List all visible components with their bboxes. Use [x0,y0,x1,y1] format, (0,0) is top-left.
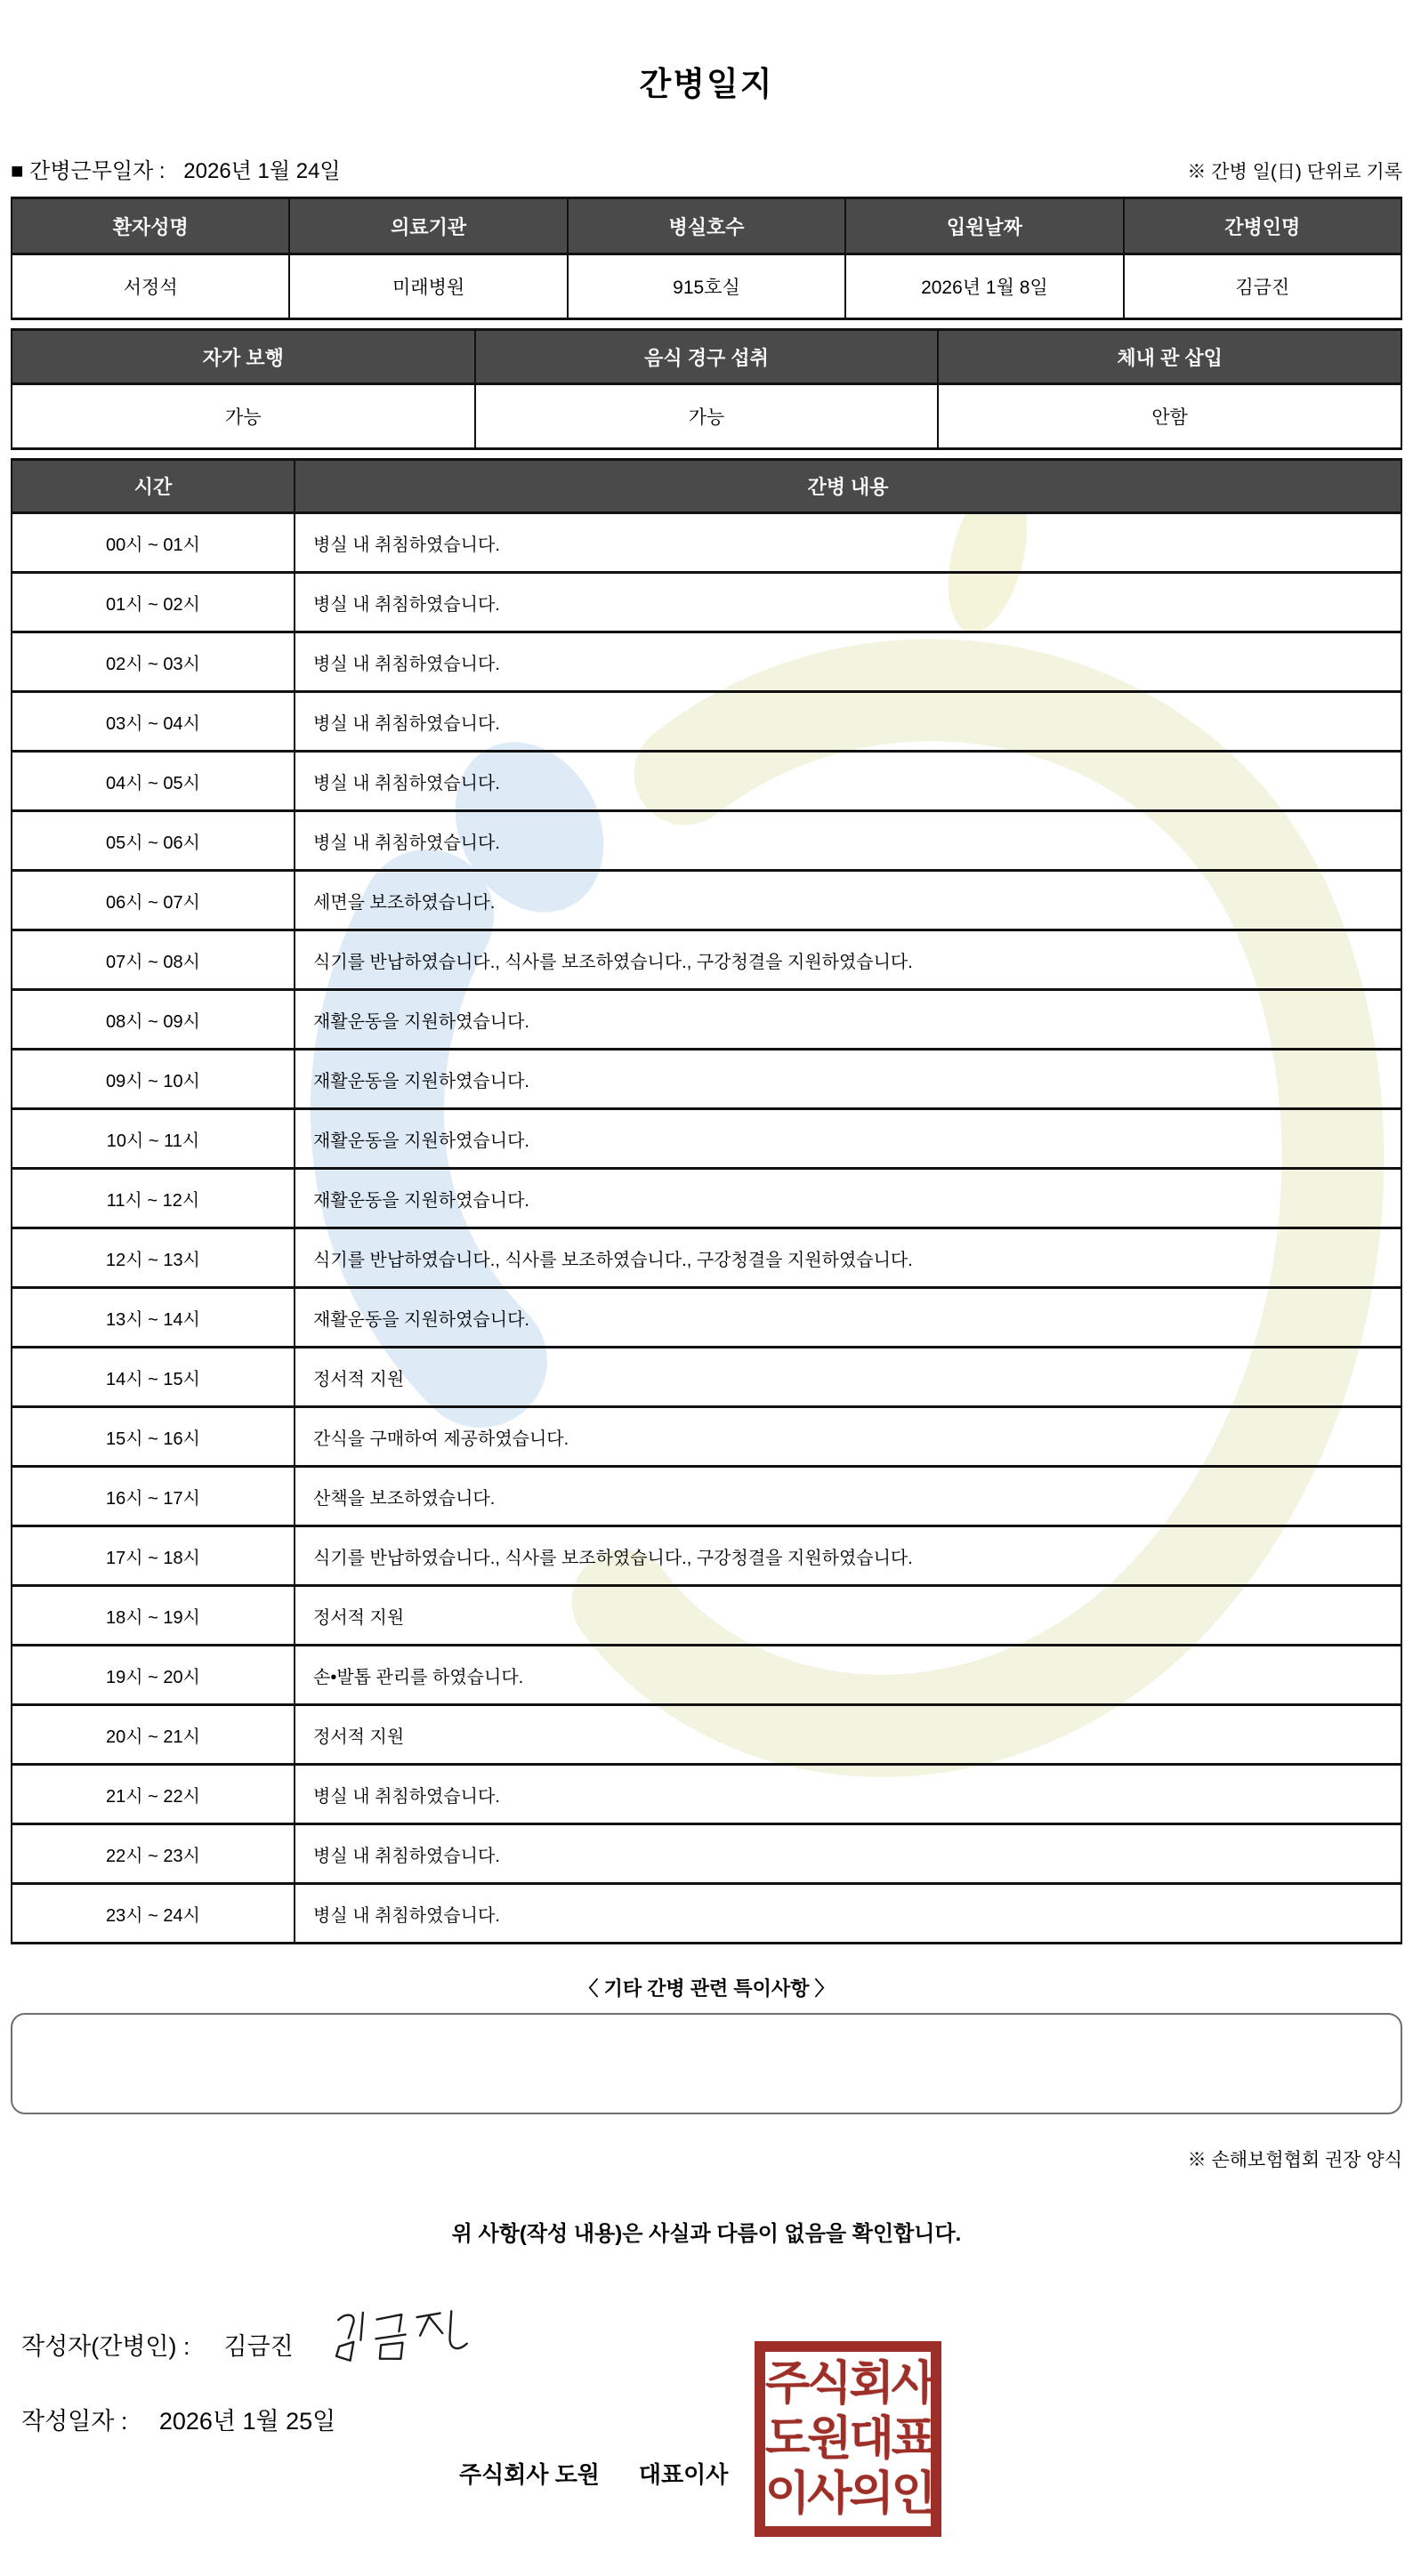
care-content-cell: 재활운동을 지원하였습니다. [295,1169,1401,1228]
care-log-body [12,513,1401,1944]
date-label: 작성일자 : [21,2408,128,2435]
care-log-row [12,990,1401,1050]
hospital-header: 의료기관 [289,198,567,254]
status-header-row [12,330,1401,384]
care-log-row [12,1526,1401,1586]
care-content-cell: 간식을 구매하여 제공하였습니다. [295,1407,1401,1467]
time-cell: 06시 ~ 07시 [12,871,295,930]
time-cell: 17시 ~ 18시 [12,1526,295,1586]
oral-intake-value: 가능 [475,384,939,449]
care-log-row [12,573,1401,632]
time-cell: 19시 ~ 20시 [12,1646,295,1705]
room-value: 915호실 [568,254,845,319]
time-cell: 23시 ~ 24시 [12,1884,295,1944]
care-content-cell: 식기를 반납하였습니다., 식사를 보조하였습니다., 구강청결을 지원하였습니다. [295,930,1401,990]
self-walking-value: 가능 [12,384,475,449]
time-cell: 11시 ~ 12시 [12,1169,295,1228]
unit-note: ※ 간병 일(日) 단위로 기록 [1187,162,1402,182]
company-name: 주식회사 도원 [459,2461,600,2488]
care-content-cell: 세면을 보조하였습니다. [295,871,1401,930]
writer-name: 김금진 [223,2332,294,2360]
care-log-row [12,811,1401,871]
time-header: 시간 [12,460,295,513]
care-log-row [12,1109,1401,1169]
time-cell: 15시 ~ 16시 [12,1407,295,1467]
self-walking-header: 자가 보행 [12,330,475,384]
time-cell: 21시 ~ 22시 [12,1765,295,1824]
care-log-row [12,1705,1401,1765]
care-log-row [12,1586,1401,1646]
care-log-row [12,1169,1401,1228]
time-cell: 16시 ~ 17시 [12,1467,295,1526]
care-log-row [12,1348,1401,1407]
time-cell: 08시 ~ 09시 [12,990,295,1050]
time-cell: 22시 ~ 23시 [12,1824,295,1884]
time-cell: 12시 ~ 13시 [12,1228,295,1288]
care-log-row [12,871,1401,930]
care-content-cell: 식기를 반납하였습니다., 식사를 보조하였습니다., 구강청결을 지원하였습니다. [295,1228,1401,1288]
care-content-cell: 정서적 지원 [295,1705,1401,1765]
caregiver-name-value: 김금진 [1124,254,1401,319]
time-cell: 00시 ~ 01시 [12,513,295,573]
care-content-cell: 병실 내 취침하였습니다. [295,1824,1401,1884]
care-log-row [12,752,1401,811]
time-cell: 14시 ~ 15시 [12,1348,295,1407]
time-cell: 20시 ~ 21시 [12,1705,295,1765]
hospital-value: 미래병원 [289,254,567,319]
patient-status-table [11,328,1402,450]
care-content-cell: 산책을 보조하였습니다. [295,1467,1401,1526]
time-cell: 10시 ~ 11시 [12,1109,295,1169]
patient-info-table [11,197,1402,320]
admission-date-value: 2026년 1월 8일 [845,254,1123,319]
care-content-header: 간병 내용 [295,460,1401,513]
patient-info-header-row [12,198,1401,254]
patient-name-value: 서정석 [12,254,289,319]
writer-row [11,2309,1402,2379]
time-cell: 07시 ~ 08시 [12,930,295,990]
care-content-cell: 재활운동을 지원하였습니다. [295,1288,1401,1348]
admission-date-header: 입원날짜 [845,198,1123,254]
care-content-cell: 손•발톱 관리를 하였습니다. [295,1646,1401,1705]
time-cell: 02시 ~ 03시 [12,632,295,692]
care-content-cell: 병실 내 취침하였습니다. [295,1765,1401,1824]
tube-insertion-value: 안함 [938,384,1401,449]
care-log-row [12,1765,1401,1824]
care-content-cell: 병실 내 취침하였습니다. [295,573,1401,632]
care-content-cell: 식기를 반납하였습니다., 식사를 보조하였습니다., 구강청결을 지원하였습니다. [295,1526,1401,1586]
work-date-line [11,153,341,184]
notes-section-title: 〈 기타 간병 관련 특이사항 〉 [578,1977,835,2000]
care-log-row [12,692,1401,752]
care-content-cell: 병실 내 취침하였습니다. [295,632,1401,692]
care-content-cell: 재활운동을 지원하였습니다. [295,990,1401,1050]
time-cell: 09시 ~ 10시 [12,1050,295,1109]
care-content-cell: 병실 내 취침하였습니다. [295,692,1401,752]
care-content-cell: 병실 내 취침하였습니다. [295,811,1401,871]
meta-row [11,153,1402,184]
care-log-row [12,1407,1401,1467]
date-row [11,2402,1402,2436]
writer-label: 작성자(간병인) : [21,2332,190,2360]
stamp-line: 도원대표 [765,2413,933,2465]
care-log-row [12,930,1401,990]
notes-box [11,2013,1402,2114]
care-log-row [12,513,1401,573]
care-content-cell: 재활운동을 지원하였습니다. [295,1109,1401,1169]
care-log-row [12,1884,1401,1944]
care-log-row [12,1228,1401,1288]
care-log-row [12,632,1401,692]
care-content-cell: 재활운동을 지원하였습니다. [295,1050,1401,1109]
company-line [459,2457,728,2490]
time-cell: 03시 ~ 04시 [12,692,295,752]
care-content-cell: 병실 내 취침하였습니다. [295,513,1401,573]
stamp-line: 이사의인 [765,2468,933,2520]
company-title: 대표이사 [638,2461,729,2488]
tube-insertion-header: 체내 관 삽입 [938,330,1401,384]
time-cell: 18시 ~ 19시 [12,1586,295,1646]
stamp-line: 주식회사 [765,2358,933,2410]
form-note: ※ 손해보험협회 권장 양식 [1187,2150,1402,2170]
work-date-label: ■ 간병근무일자 : [11,159,166,183]
care-log-row [12,1050,1401,1109]
caregiver-name-header: 간병인명 [1124,198,1401,254]
time-cell: 01시 ~ 02시 [12,573,295,632]
patient-info-value-row [12,254,1401,319]
care-log-row [12,1467,1401,1526]
room-header: 병실호수 [568,198,845,254]
care-content-cell: 병실 내 취침하였습니다. [295,1884,1401,1944]
time-cell: 05시 ~ 06시 [12,811,295,871]
time-cell: 04시 ~ 05시 [12,752,295,811]
care-content-cell: 정서적 지원 [295,1348,1401,1407]
time-cell: 13시 ~ 14시 [12,1288,295,1348]
care-content-cell: 병실 내 취침하였습니다. [295,752,1401,811]
care-log-row [12,1288,1401,1348]
handwritten-signature [329,2303,472,2377]
care-log-row [12,1824,1401,1884]
date-value: 2026년 1월 25일 [158,2408,336,2435]
oral-intake-header: 음식 경구 섭취 [475,330,939,384]
care-content-cell: 정서적 지원 [295,1586,1401,1646]
confirmation-statement: 위 사항(작성 내용)은 사실과 다름이 없음을 확인합니다. [451,2222,962,2246]
status-value-row [12,384,1401,449]
page-title: 간병일지 [639,66,774,102]
care-log-row [12,1646,1401,1705]
patient-name-header: 환자성명 [12,198,289,254]
care-log-table [11,458,1402,1944]
care-log-header-row [12,460,1401,513]
work-date-value: 2026년 1월 24일 [183,159,341,183]
